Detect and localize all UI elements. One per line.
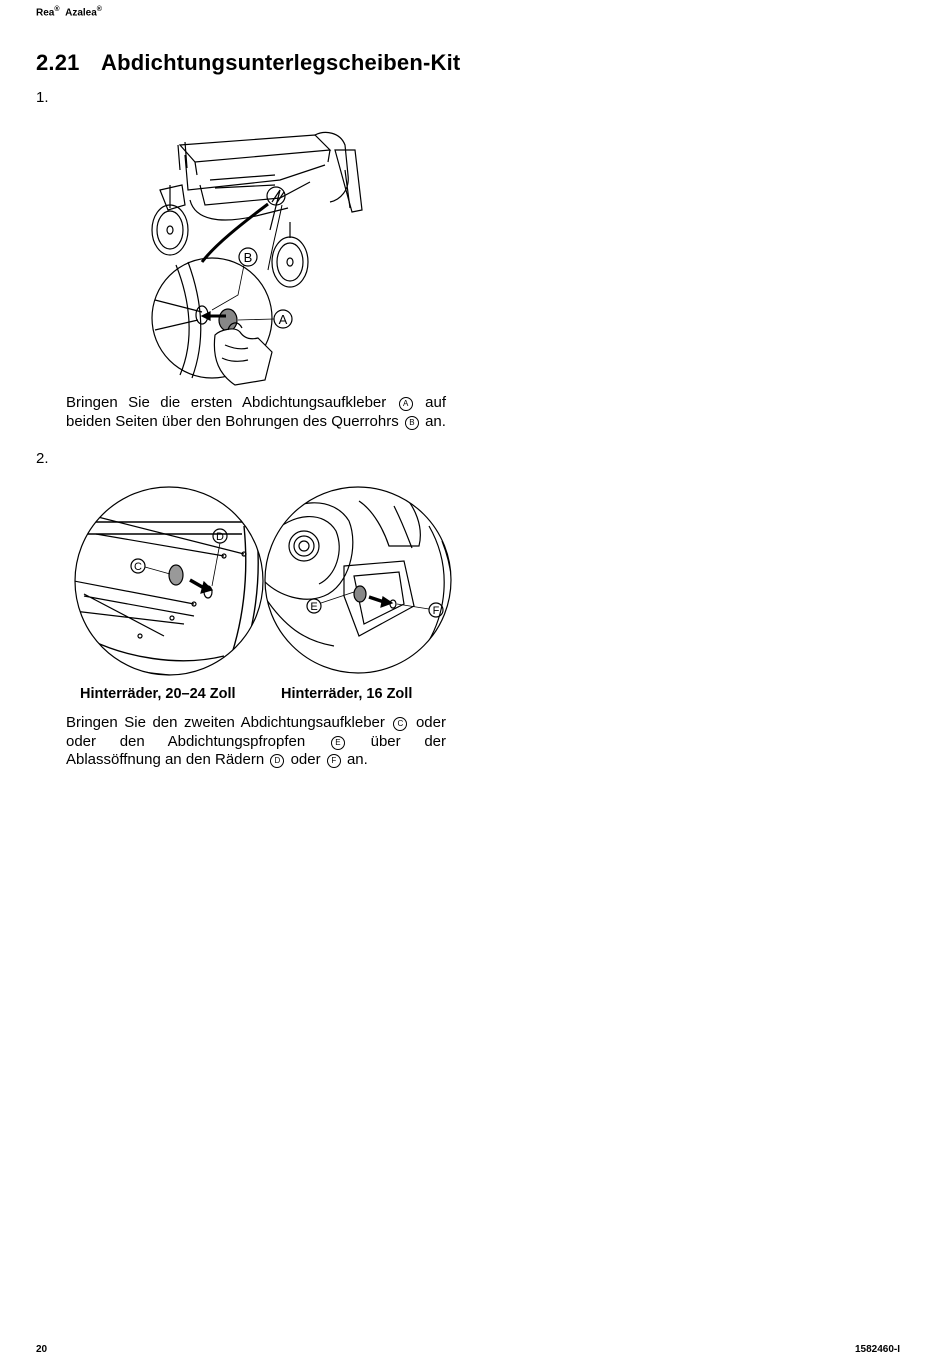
section-heading: [36, 50, 460, 76]
svg-text:A: A: [278, 312, 288, 327]
wheelchair-frame: [160, 132, 362, 230]
callout-b: [239, 248, 257, 266]
step-2-number: 2.: [36, 450, 49, 467]
callout-e: [307, 599, 321, 613]
step-2-text: Bringen Sie den zweiten Abdichtungsaufkleber C oder oder den Abdichtungspfropfen E über der Ablassöffnung an den Rädern D oder F an.: [66, 714, 447, 768]
callout-a: [274, 310, 292, 328]
product-name: Azalea: [65, 7, 97, 19]
svg-text:B: B: [243, 250, 253, 265]
page-number: 20: [36, 1344, 48, 1355]
section-title: Abdichtungsunterlegscheiben-Kit: [101, 50, 461, 75]
step-1-text: Bringen Sie die ersten Abdichtungsaufkleber A auf beiden Seiten über den Bohrungen des Querrohrs B an.: [66, 394, 446, 430]
callout-f-inline: F: [327, 754, 341, 768]
caption-small-wheels: Hinterräder, 16 Zoll: [281, 686, 413, 702]
page-header: Rea® Azalea®: [36, 6, 102, 19]
svg-text:D: D: [216, 531, 224, 543]
svg-text:F: F: [432, 605, 440, 617]
brand-name: Rea: [36, 7, 55, 19]
svg-text:E: E: [310, 601, 318, 613]
callout-a-inline: A: [399, 397, 413, 411]
callout-c-inline: C: [393, 717, 407, 731]
document-id: 1582460-I: [854, 1344, 900, 1355]
caption-large-wheels: Hinterräder, 20–24 Zoll: [80, 686, 236, 702]
callout-b-inline: B: [405, 416, 419, 430]
step-1-number: 1.: [36, 89, 49, 106]
callout-d: [213, 529, 227, 543]
callout-e-inline: E: [331, 736, 345, 750]
callout-d-inline: D: [270, 754, 284, 768]
svg-text:C: C: [134, 561, 142, 573]
section-number: 2.21: [36, 50, 80, 75]
detail-magnifier: [152, 258, 272, 385]
callout-c: [131, 559, 145, 573]
front-wheel-right: [272, 222, 308, 287]
figure-2-right-wheel: [264, 486, 452, 674]
front-wheel-left: [152, 185, 188, 255]
figure-2-left-wheel: [74, 486, 264, 676]
figure-1-illustration: [140, 130, 380, 395]
